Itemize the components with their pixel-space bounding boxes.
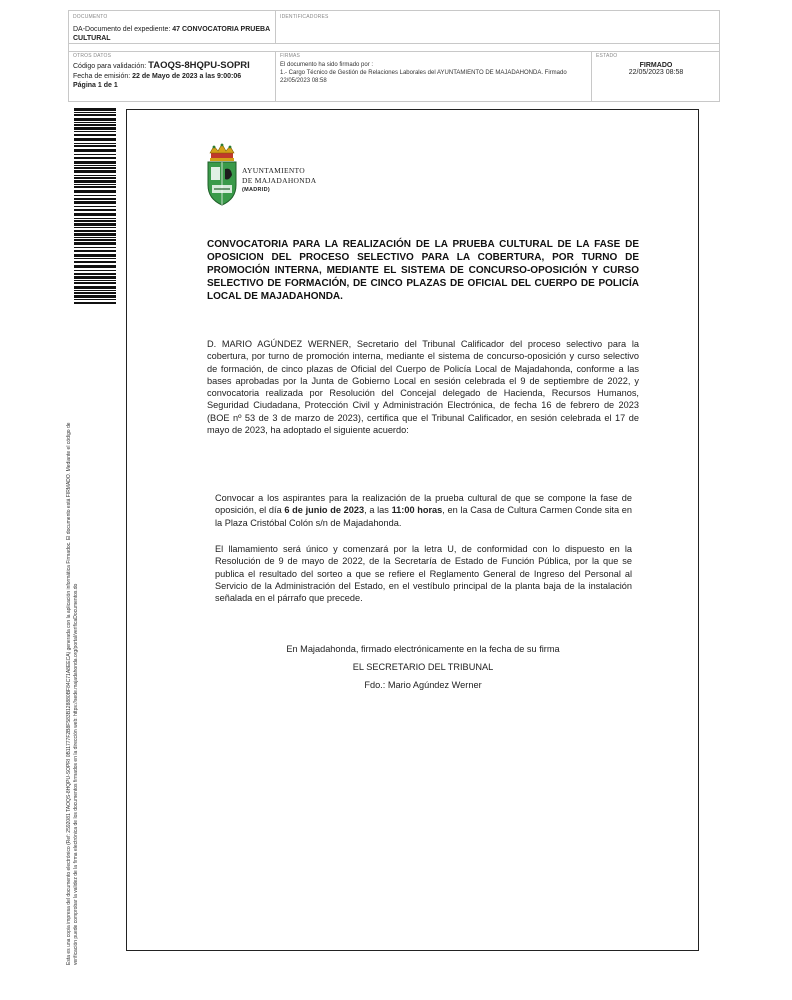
firmas-line-1: El documento ha sido firmado por :: [280, 62, 374, 68]
identificadores-caption: IDENTIFICADORES: [280, 14, 329, 20]
page-count: Página 1 de 1: [73, 82, 118, 89]
call-order-paragraph: El llamamiento será único y comenzará por la letra U, de conformidad con lo dispuesto en la Resolución de 9 de mayo de 2022, de la Secretaría de Estado de Función Pública, por la que se publica el resultado del sorteo a que se refiere el Reglamento General de Ingreso del Personal al Servicio de la Administración del Estado, en el vestíbulo principal de la planta baja de la instalación señalada en el párrafo que precede.: [215, 544, 632, 604]
estado-date: 22/05/2023 08:58: [628, 69, 684, 76]
convocation-paragraph: Convocar a los aspirantes para la realización de la prueba cultural de que se compone la fase de oposición, el día 6 de junio de 2023, a las 11:00 horas, en la Casa de Cultura Carmen Conde sita en la Plaza Cristóbal Colón s/n de Majadahonda.: [215, 493, 632, 528]
otros-datos-caption: OTROS DATOS: [73, 53, 112, 59]
municipality-logo-text: [242, 166, 316, 196]
signature-place-line: En Majadahonda, firmado electrónicamente en la fecha de su firma: [286, 644, 560, 654]
validation-code: Código para validación: TAOQS-8HQPU-SOPRI: [73, 60, 250, 71]
signature-name-line: Fdo.: Mario Agúndez Werner: [364, 680, 482, 690]
estado-cell: [592, 51, 720, 102]
document-title: CONVOCATORIA PARA LA REALIZACIÓN DE LA PRUEBA CULTURAL DE LA FASE DE OPOSICION DEL PROCESO SELECTIVO PARA LA COBERTURA, POR TURNO DE PROMOCIÓN INTERNA, MEDIANTE EL SISTEMA DE CONCURSO-OPOSICIÓN Y CURSO SELECTIVO DE FORMACIÓN, DE CINCO PLAZAS DE OFICIAL DEL CUERPO DE POLICÍA LOCAL DE MAJADAHONDA.: [207, 239, 639, 302]
estado-value: FIRMADO: [639, 62, 673, 69]
emission-date: Fecha de emisión: 22 de Mayo de 2023 a las 9:00:06: [73, 73, 242, 80]
documento-description: DA-Documento del expediente: 47 CONVOCATORIA PRUEBA CULTURAL: [73, 26, 270, 42]
coat-of-arms-icon: [205, 143, 239, 207]
certification-paragraph: D. MARIO AGÚNDEZ WERNER, Secretario del Tribunal Calificador del proceso selectivo para la cobertura, por turno de promoción interna, mediante el sistema de concurso-oposición y curso selectivo de formación, de cinco plazas de Oficial del Cuerpo de Policía Local de Majadahonda, conforme a las bases aprobadas por la Junta de Gobierno Local en sesión celebrada el 9 de septiembre de 2022, y convocatoria realizada por Resolución del Concejal delegado de Hacienda, Recursos Humanos, Seguridad Ciudadana, Protección Civil y Administración Electrónica, de fecha 16 de febrero de 2023 (BOE nº 53 de 3 de marzo de 2023), certifica que el Tribunal Calificador, en sesión celebrada el 17 de mayo de 2023, ha adoptado el siguiente acuerdo:: [207, 339, 639, 436]
logo-line-1: AYUNTAMIENTO: [242, 166, 305, 175]
side-text-line-1: Esta es una copia impresa del documento electrónico (Ref: 2592081 TAOQS-8HQPU-SOPRI 0B11777F2B8F583B128880BF84C71A8EECA) generada con la aplicación informática Firmadoc. El documento está FIRMADO. Mediante el código de: [66, 422, 72, 965]
estado-caption: ESTADO: [596, 53, 618, 59]
verification-side-text: [66, 300, 80, 965]
firmas-caption: FIRMAS: [280, 53, 301, 59]
documento-cell: [69, 11, 276, 44]
signature-role-line: EL SECRETARIO DEL TRIBUNAL: [352, 662, 494, 672]
exam-date: 6 de junio de 2023: [284, 505, 365, 516]
firmas-line-2: 1.- Cargo Técnico de Gestión de Relaciones Laborales del AYUNTAMIENTO DE MAJADAHONDA. Firmado 22/05/2023 08:58: [280, 70, 567, 84]
header-divider: [69, 44, 720, 52]
barcode-icon: [74, 108, 116, 306]
document-header: [68, 10, 720, 102]
otros-datos-cell: [69, 51, 276, 102]
logo-line-3: (MADRID): [242, 187, 271, 193]
identificadores-cell: [276, 11, 720, 44]
logo-line-2: DE MAJADAHONDA: [242, 175, 317, 185]
exam-time: 11:00 horas: [391, 505, 443, 516]
side-text-line-2: verificación puede comprobar la validez de la firma electrónica de los documentos firmados en la dirección web: https://sede.majadahonda.org/portal/verificaDocumentos.do: [73, 583, 79, 965]
documento-caption: DOCUMENTO: [73, 14, 108, 20]
document-frame: [126, 109, 699, 951]
firmas-cell: [276, 51, 592, 102]
